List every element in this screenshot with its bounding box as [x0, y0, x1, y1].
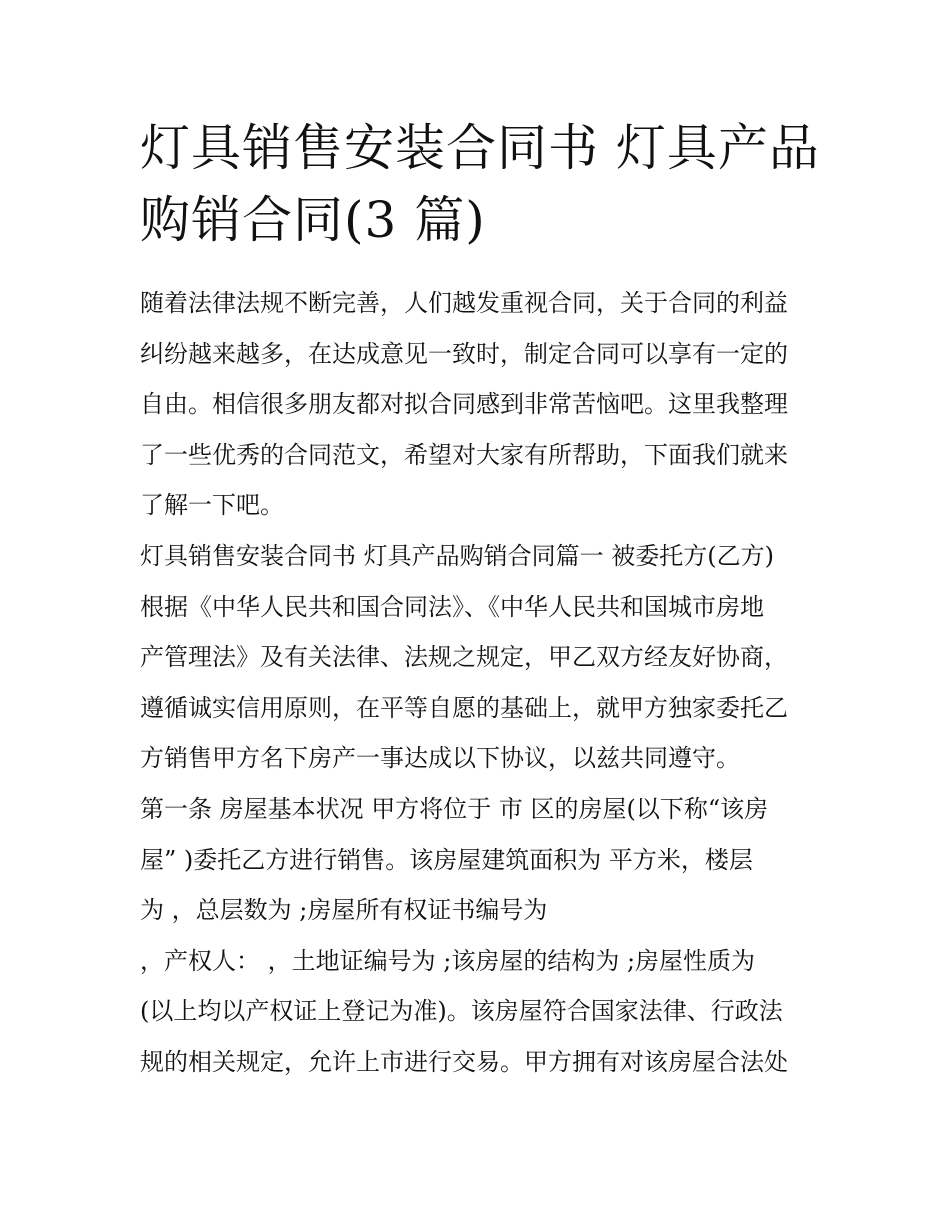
body-line: 了解一下吧。: [140, 491, 284, 520]
body-line: 产管理法》及有关法律、法规之规定，甲乙双方经友好协商，: [140, 643, 788, 672]
title-line-1: 灯具销售安装合同书 灯具产品: [140, 119, 820, 177]
body-line: 灯具销售安装合同书 灯具产品购销合同篇一 被委托方(乙方): [140, 541, 774, 570]
body-line: ，产权人： ，土地证编号为 ;该房屋的结构为 ;房屋性质为: [140, 946, 756, 975]
document-body: [140, 278, 830, 1088]
body-line: 了一些优秀的合同范文，希望对大家有所帮助，下面我们就来: [140, 440, 788, 469]
body-line: 第一条 房屋基本状况 甲方将位于 市 区的房屋(以下称“该房: [140, 794, 769, 823]
body-line: (以上均以产权证上登记为准)。该房屋符合国家法律、行政法: [140, 997, 783, 1026]
body-line: 为 ，总层数为 ;房屋所有权证书编号为: [140, 896, 548, 925]
body-line: 遵循诚实信用原则，在平等自愿的基础上，就甲方独家委托乙: [140, 693, 788, 722]
page-title: [140, 112, 820, 256]
body-line: 自由。相信很多朋友都对拟合同感到非常苦恼吧。这里我整理: [140, 390, 788, 419]
body-line: 方销售甲方名下房产一事达成以下协议，以兹共同遵守。: [140, 744, 740, 773]
body-line: 屋” )委托乙方进行销售。该房屋建筑面积为 平方米，楼层: [140, 845, 753, 874]
body-line: 根据《中华人民共和国合同法》、《中华人民共和国城市房地: [140, 592, 764, 621]
body-line: 随着法律法规不断完善，人们越发重视合同，关于合同的利益: [140, 289, 788, 317]
body-line: 纠纷越来越多，在达成意见一致时，制定合同可以享有一定的: [140, 339, 788, 368]
title-line-2: 购销合同(3 篇): [140, 191, 486, 249]
body-line: 规的相关规定，允许上市进行交易。甲方拥有对该房屋合法处: [140, 1047, 788, 1076]
